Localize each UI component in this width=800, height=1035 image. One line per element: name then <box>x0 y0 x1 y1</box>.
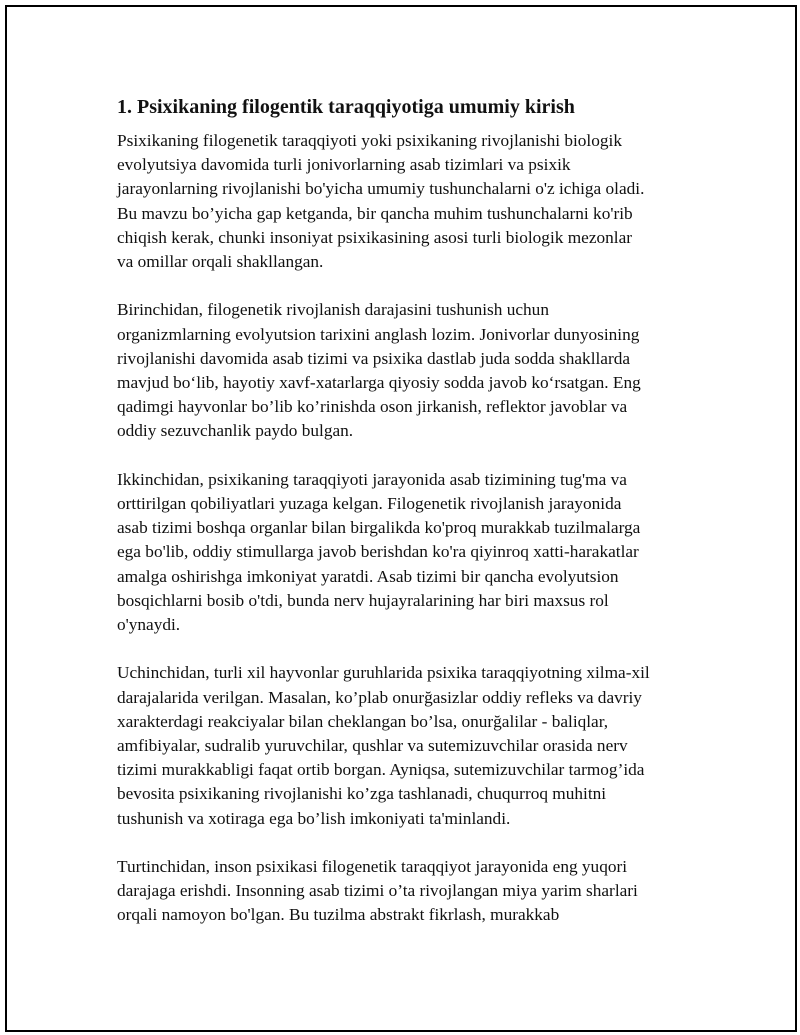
text-line: Psixikaning filogenetik taraqqiyoti yoki psixikaning rivojlanishi biologik <box>117 131 622 150</box>
text-line: bosqichlarni bosib o'tdi, bunda nerv hujayralarining har biri maxsus rol <box>117 590 609 610</box>
text-line: Ikkinchidan, psixikaning taraqqiyoti jarayonida asab tizimining tug'ma va <box>117 469 627 489</box>
text-line: chiqish kerak, chunki insoniyat psixikasining asosi turli biologik mezonlar <box>117 227 633 247</box>
text-line: xarakterdagi reakciyalar bilan cheklangan bo’lsa, onurğalilar - baliqlar, <box>117 711 609 731</box>
paragraph-first <box>117 298 707 443</box>
paragraph-intro <box>117 129 707 274</box>
text-line: darajalarida verilgan. Masalan, ko’plab onurğasizlar oddiy refleks va davriy <box>117 687 642 707</box>
paragraph-second <box>117 468 707 637</box>
text-line: Uchinchidan, turli xil hayvonlar guruhlarida psixika taraqqiyotning xilma-xil <box>117 663 650 683</box>
text-line: Bu mavzu bo’yicha gap ketganda, bir qancha muhim tushunchalarni ko'rib <box>117 203 633 223</box>
section-heading: 1. Psixikaning filogentik taraqqiyotiga umumiy kirish <box>117 96 575 118</box>
text-line: asab tizimi boshqa organlar bilan birgalikda ko'proq murakkab tuzilmalarga <box>117 518 641 538</box>
text-line: Turtinchidan, inson psixikasi filogenetik taraqqiyot jarayonida eng yuqori <box>117 857 628 877</box>
text-line: ega bo'lib, oddiy stimullarga javob berishdan ko'ra qiyinroq xatti-harakatlar <box>117 542 639 562</box>
paragraph-third <box>117 661 707 830</box>
text-line: Birinchidan, filogenetik rivojlanish darajasini tushunish uchun <box>117 300 549 320</box>
text-line: amalga oshirishga imkoniyat yaratdi. Asab tizimi bir qancha evolyutsion <box>117 566 619 586</box>
text-line: qadimgi hayvonlar bo’lib ko’rinishda oson jirkanish, reflektor javoblar va <box>117 397 628 417</box>
text-line: mavjud bo‘lib, hayotiy xavf-xatarlarga qiyosiy sodda javob ko‘rsatgan. Eng <box>117 373 641 393</box>
text-line: tizimi murakkabligi faqat ortib borgan. Ayniqsa, sutemizuvchilar tarmog’ida <box>117 760 645 780</box>
document-body <box>117 94 707 952</box>
text-line: tushunish va xotiraga ega bo’lish imkoniyati ta'minlandi. <box>117 808 511 828</box>
text-line: o'ynaydi. <box>117 615 181 635</box>
text-line: amfibiyalar, sudralib yuruvchilar, qushlar va sutemizuvchilar orasida nerv <box>117 736 628 756</box>
text-line: va omillar orqali shakllangan. <box>117 252 324 272</box>
text-line: jarayonlarning rivojlanishi bo'yicha umumiy tushunchalarni o'z ichiga oladi. <box>117 179 645 199</box>
text-line: oddiy sezuvchanlik paydo bulgan. <box>117 421 354 441</box>
text-line: orqali namoyon bo'lgan. Bu tuzilma abstrakt fikrlash, murakkab <box>117 905 560 925</box>
text-line: bevosita psixikaning rivojlanishi ko’zga tashlanadi, chuqurroq muhitni <box>117 784 607 804</box>
text-line: organizmlarning evolyutsion tarixini anglash lozim. Jonivorlar dunyosining <box>117 324 640 344</box>
text-line: orttirilgan qobiliyatlari yuzaga kelgan. Filogenetik rivojlanish jarayonida <box>117 494 622 514</box>
text-line: evolyutsiya davomida turli jonivorlarning asab tizimlari va psixik <box>117 155 571 175</box>
paragraph-fourth <box>117 855 707 928</box>
text-line: darajaga erishdi. Insonning asab tizimi o’ta rivojlangan miya yarim sharlari <box>117 881 638 901</box>
text-line: rivojlanishi davomida asab tizimi va psixika dastlab juda sodda shakllarda <box>117 348 631 368</box>
